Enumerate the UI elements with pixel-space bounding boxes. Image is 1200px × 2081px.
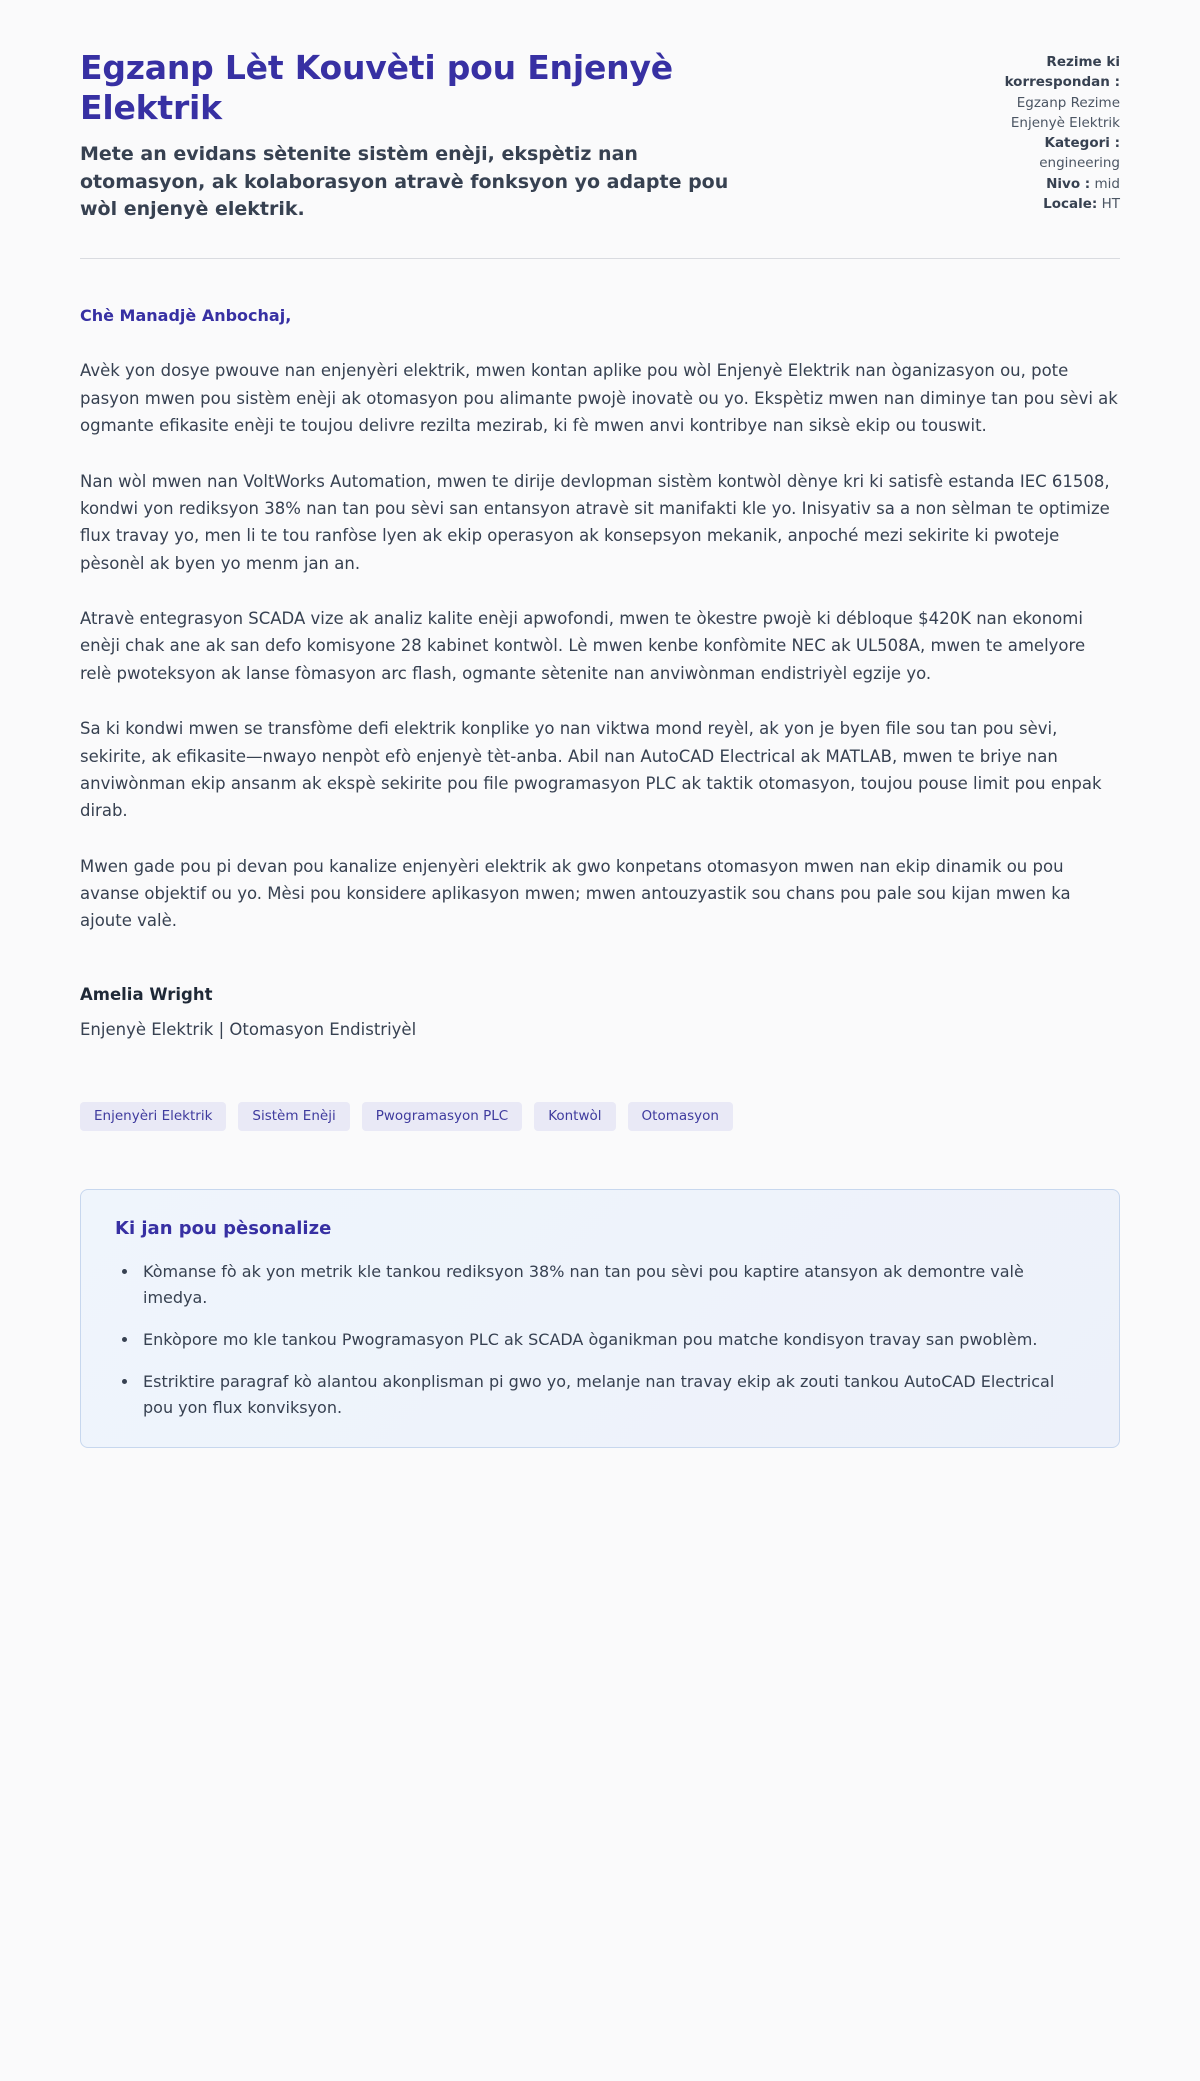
- tips-title: Ki jan pou pèsonalize: [115, 1218, 332, 1239]
- tag-controls: Kontwòl: [534, 1102, 615, 1132]
- salutation: Chè Manadjè Anbochaj,: [80, 305, 292, 325]
- meta-locale-value: HT: [1101, 195, 1120, 212]
- tag-list: [80, 1102, 1120, 1132]
- meta-level-row: [960, 174, 1120, 194]
- meta-panel: [960, 52, 1120, 214]
- tip-item-3: • Estriktire paragraf kò alantou akonplisman pi gwo yo, melanje nan travay ekip ak zouti tankou AutoCAD Electrical pou yon flux konviksyon.: [139, 1369, 1085, 1421]
- meta-locale-row: [960, 194, 1120, 214]
- tip-item-2: • Enkòpore mo kle tankou Pwogramasyon PLC ak SCADA òganikman pou matche kondisyon travay san pwoblèm.: [139, 1327, 1085, 1353]
- tip-item-1: • Kòmanse fò ak yon metrik kle tankou rediksyon 38% nan tan pou sèvi pou kaptire atansyon ak demontre valè imedya.: [139, 1259, 1085, 1311]
- header-left: [80, 48, 760, 224]
- tag-power-systems: Sistèm Enèji: [238, 1102, 349, 1132]
- letter-paragraph-3: Atravè entegrasyon SCADA vize ak analiz kalite enèji apwofondi, mwen te òkestre pwojè ki débloque $420K nan ekonomi enèji chak ane ak san defo komisyone 28 kabinet kontwòl. Lè mwen kenbe konfòmite NEC ak UL508A, mwen te amelyore relè pwoteksyon ak lanse fòmasyon arc flash, ogmante sètenite nan anviwònman endistriyèl egzije yo.: [80, 609, 1086, 683]
- meta-category-row: [960, 133, 1120, 174]
- page-subtitle: Mete an evidans sètenite sistèm enèji, ekspètiz nan otomasyon, ak kolaborasyon atravè fonksyon yo adapte pou wòl enjenyè elektrik.: [80, 143, 729, 221]
- divider: [80, 258, 1120, 259]
- signature-name: Amelia Wright: [80, 984, 213, 1004]
- meta-locale-label: Locale:: [1043, 195, 1098, 212]
- tag-plc-programming: Pwogramasyon PLC: [362, 1102, 522, 1132]
- letter-body: [80, 303, 1120, 1044]
- tag-electrical-engineering: Enjenyèri Elektrik: [80, 1102, 226, 1132]
- letter-paragraph-1: Avèk yon dosye pwouve nan enjenyèri elektrik, mwen kontan aplike pou wòl Enjenyè Elektrik nan òganizasyon ou, pote pasyon mwen pou sistèm enèji ak otomasyon pou alimante pwojè inovatè ou yo. Ekspètiz mwen nan diminye tan pou sèvi ak ogmante efikasite enèji te toujou delivre rezilta mezirab, ki fè mwen anvi kontribye nan siksè ekip ou touswit.: [80, 361, 1118, 436]
- signature-title: Enjenyè Elektrik | Otomasyon Endistriyèl: [80, 1020, 417, 1040]
- meta-category-label: Kategori :: [1044, 135, 1120, 151]
- header: [80, 48, 1120, 224]
- tips-box: [80, 1189, 1120, 1448]
- letter-paragraph-5: Mwen gade pou pi devan pou kanalize enjenyèri elektrik ak gwo konpetans otomasyon mwen nan ekip dinamik ou pou avanse objektif ou yo. Mèsi pou konsidere aplikasyon mwen; mwen antouzyastik sou chans pou pale sou kijan mwen ka ajoute valè.: [80, 856, 1071, 931]
- letter-paragraph-2: Nan wòl mwen nan VoltWorks Automation, mwen te dirije devlopman sistèm kontwòl dènye kri ki satisfè estanda IEC 61508, kondwi yon rediksyon 38% nan tan pou sèvi san entansyon atravè sit manifakti kle yo. Inisyativ sa a non sèlman te optimize flux travay yo, men li te tou ranfòse lyen ak ekip operasyon ak konsepsyon mekanik, anpoché mezi sekirite ki pwoteje pèsonèl ak byen yo menm jan an.: [80, 471, 1110, 573]
- meta-level-label: Nivo :: [1046, 175, 1091, 192]
- letter-paragraph-4: Sa ki kondwi mwen se transfòme defi elektrik konplike yo nan viktwa mond reyèl, ak yon je byen file sou tan pou sèvi, sekirite, ak efikasite—nwayo nenpòt efò enjenyè tèt-anba. Abil nan AutoCAD Electrical ak MATLAB, mwen te briye nan anviwònman ekip ansanm ak ekspè sekirite pou file pwogramasyon PLC ak taktik otomasyon, toujou pouse limit pou enpak dirab.: [80, 719, 1102, 821]
- meta-level-value: mid: [1094, 175, 1120, 192]
- meta-resume-value: Egzanp Rezime Enjenyè Elektrik: [1010, 94, 1120, 131]
- page-title: Egzanp Lèt Kouvèti pou Enjenyè Elektrik: [80, 48, 673, 127]
- meta-resume-row: [960, 52, 1120, 133]
- meta-resume-label: Rezime ki korrespondan :: [1004, 54, 1120, 91]
- tag-automation: Otomasyon: [628, 1102, 733, 1132]
- tips-list: [115, 1259, 1085, 1421]
- meta-category-value: engineering: [1039, 155, 1120, 172]
- signature-block: [80, 981, 1120, 1044]
